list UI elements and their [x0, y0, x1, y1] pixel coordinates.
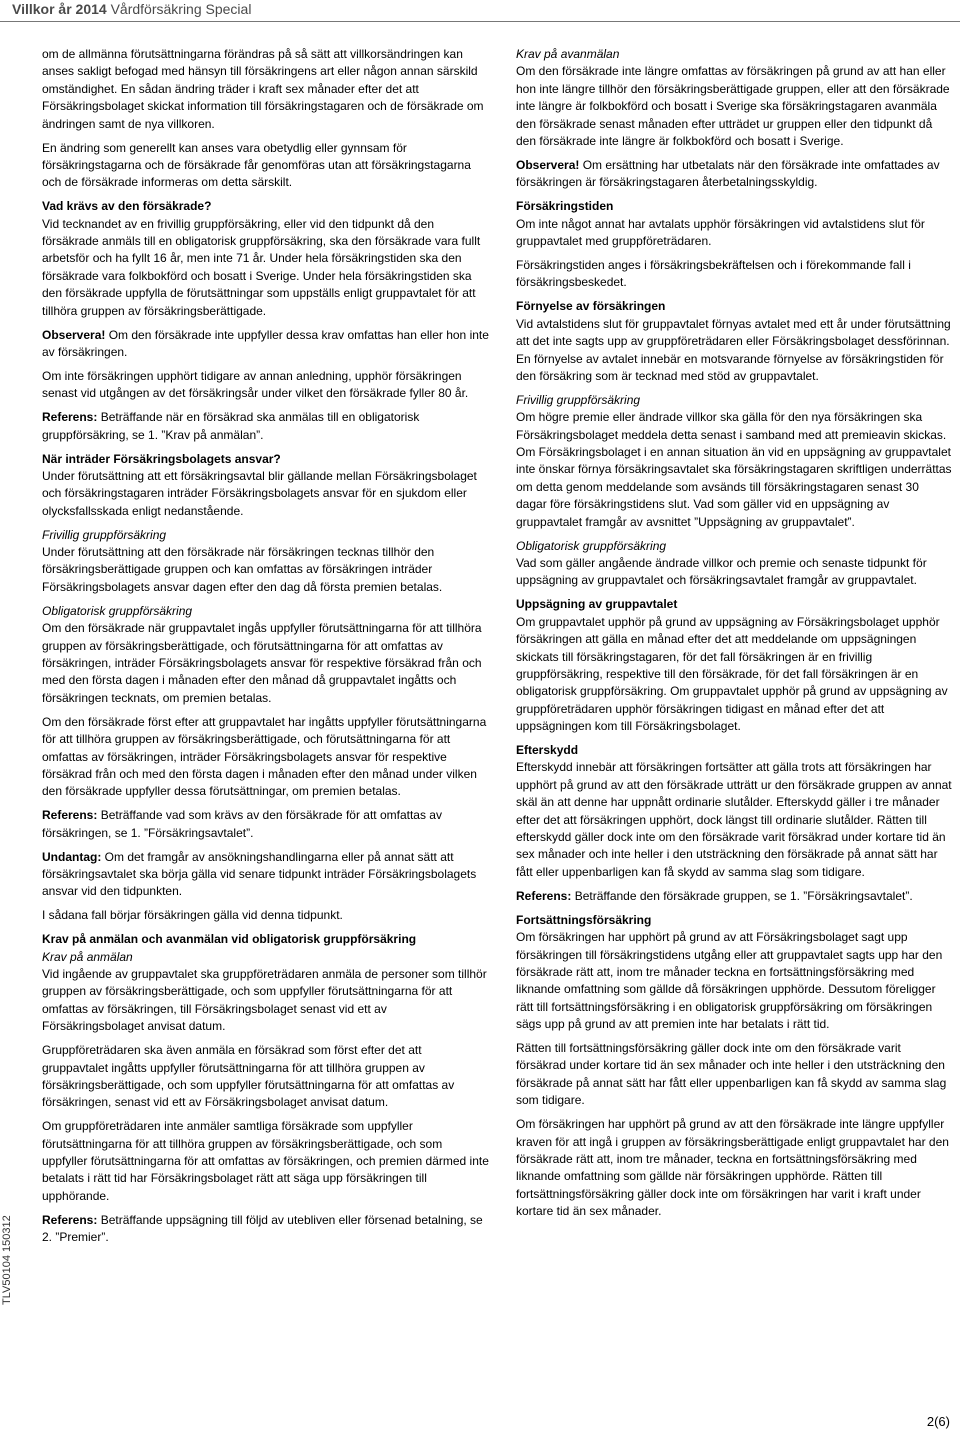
section-heading-krav: Vad krävs av den försäkrade? [42, 199, 212, 214]
section-heading-fornyelse: Förnyelse av försäkringen [516, 299, 666, 314]
reference-text: Beträffande vad som krävs av den försäkrade för att omfattas av försäkringen, se 1. ”Försäkringsavtalet”. [42, 808, 442, 840]
paragraph: Om försäkringen har upphört på grund av att den försäkrade inte längre uppfyller kraven för att ingå i gruppen av försäkringsberättigade enligt gruppavtalet har den försäkrade rätt att, inom tre månader, teckna en fortsättningsförsäkring med liknande omfattning som gällde när försäkringen upphörde. Rätten till fortsättningsförsäkring gäller dock inte om försäkringen har varit i kraft under kortare tid än sex månader. [516, 1117, 949, 1219]
reference-text: Beträffande den försäkrade gruppen, se 1. ”Försäkringsavtalet”. [571, 888, 913, 903]
paragraph: I sådana fall börjar försäkringen gälla vid denna tidpunkt. [42, 908, 343, 923]
left-column [42, 46, 490, 1253]
section-heading-intrader: När inträder Försäkringsbolagets ansvar? [42, 451, 281, 466]
paragraph: Försäkringstiden anges i försäkringsbekräftelsen och i förekommande fall i försäkringsbeskedet. [516, 257, 911, 290]
paragraph: Efterskydd innebär att försäkringen fortsätter att gälla trots att försäkringen har upphört på grund av att den försäkrade utträtt ur den försäkrade gruppen av annat skäl än att denne har uppnått ordinarie slutålder. Efterskydd gäller i tre månader efter det att försäkringen upphört, dock längst till ordinarie slutålder. Rätten till efterskydd gäller dock inte om den försäkrade varit försäkrad under kortare tid än sex månader och inte heller i den utsträckning den försäkrade på annat sätt har fått eller uppenbarligen kan få skydd av samma slag som tidigare. [516, 760, 952, 879]
paragraph: Om gruppföreträdaren inte anmäler samtliga försäkrade som uppfyller förutsättningarna för att tillhöra gruppen av försäkringsberättigade, och som uppfyller förutsättningarna för att omfattas av försäkringen, och premien därmed inte betalats i rätt tid har Försäkringsbolaget rätt att säga upp försäkringen till upphörande. [42, 1119, 489, 1203]
paragraph: Vid tecknandet av en frivillig gruppförsäkring, eller vid den tidpunkt då den försäkrade anmäls till en obligatorisk gruppförsäkring, ska den försäkrade vara fullt arbetsför och ha fyllt 16 år, men inte 71 år. Under hela försäkringstiden ska den försäkrade vara folkbokförd och bosatt i Sverige. Under hela försäkringstiden ska den försäkrade uppfylla de förutsättningar som uppställs enligt gruppavtalet för att tillhöra gruppen av försäkringsberättigade. [42, 216, 481, 318]
reference-paragraph [42, 409, 490, 444]
section-heading-uppsagning: Uppsägning av gruppavtalet [516, 597, 678, 612]
paragraph: Om den försäkrade inte längre omfattas av försäkringen på grund av att han eller hon inte längre tillhör den försäkringsberättigade gruppen, eller att den försäkrade inte längre är folkbokförd och bosatt i Sverige ska försäkringstagaren avanmäla den försäkrade senast månaden efter utträdet ur gruppen eller den tidpunkt då den försäkrade inte längre är folkbokförd och bosatt i Sverige. [516, 64, 950, 149]
paragraph: En ändring som generellt kan anses vara obetydlig eller gynnsam för försäkringstagarna och de försäkrade får genomföras utan att försäkringstagarna och de försäkrade informeras om detta särskilt. [42, 140, 471, 190]
note-paragraph [42, 327, 490, 362]
reference-text: Beträffande uppsägning till följd av utebliven eller försenad betalning, se 2. ”Premier”. [42, 1212, 483, 1245]
subheading-obligatorisk: Obligatorisk gruppförsäkring [516, 538, 667, 553]
paragraph: Om den försäkrade när gruppavtalet ingås uppfyller förutsättningarna för att tillhöra gruppen av försäkringsberättigade, och förutsättningarna för att omfattas av försäkringen, inträder Försäkringsbolagets ansvar för respektive försäkrad från och med den första dagen i månaden efter den månad då gruppavtalet ingåtts och försäkringen tecknats, om premien betalas. [42, 621, 482, 705]
paragraph: Rätten till fortsättningsförsäkring gäller dock inte om den försäkrade varit försäkrad under kortare tid än sex månader och inte heller i den utsträckning den försäkrade på annat sätt har fått eller uppenbarligen kan få skydd av samma slag som tidigare. [516, 1041, 947, 1108]
section-heading-forsakringstiden: Försäkringstiden [516, 199, 614, 214]
section-heading-anmalan: Krav på anmälan och avanmälan vid obligatorisk gruppförsäkring [42, 932, 417, 947]
header-divider [0, 21, 960, 22]
paragraph: Om högre premie eller ändrade villkor ska gälla för den nya försäkringen ska Försäkringsbolaget meddela detta senast i samband med att premieavin skickas. Om Försäkringsbolaget i en annan situation än vid en uppsägning av gruppavtalet inte önskar förnya försäkringsavtalet ska försäkringstagaren skriftligen underrättas om detta genom meddelande som avsänds till försäkringstagaren senast 30 dagar före försäkringstidens slut. Vad som gäller vid en uppsägning av gruppavtalet framgår av avsnittet ”Uppsägning av gruppavtalet”. [516, 410, 952, 529]
document-id-vertical: TLV50104 150312 [1, 1215, 13, 1305]
paragraph: Gruppföreträdaren ska även anmäla en försäkrad som först efter det att gruppavtalet ingåtts uppfyller förutsättningarna för att tillhöra gruppen av försäkringsberättigade, och som uppfyller förutsättningarna för att omfattas av försäkringen, senast vid ett av Försäkringsbolaget anvisat datum. [42, 1043, 455, 1110]
page-header [0, 0, 960, 22]
section-heading-efterskydd: Efterskydd [516, 743, 579, 758]
note-label: Observera! [42, 327, 106, 342]
subheading-obligatorisk: Obligatorisk gruppförsäkring [42, 603, 193, 618]
document-title-bold: Villkor år 2014 [12, 1, 107, 17]
note-label: Observera! [516, 157, 580, 172]
exception-paragraph [42, 849, 490, 901]
exception-text: Om det framgår av ansökningshandlingarna eller på annat sätt att försäkringsavtalet ska börja gälla vid senare tidpunkt inträder Försäkringsbolagets ansvar vid den tidpunkten. [42, 849, 477, 899]
reference-text: Beträffande när en försäkrad ska anmälas till en obligatorisk gruppförsäkring, se 1. ”Krav på anmälan”. [42, 410, 420, 442]
right-column [516, 46, 952, 1227]
paragraph: Vid ingående av gruppavtalet ska gruppföreträdaren anmäla de personer som tillhör gruppen av försäkringsberättigade, och som uppfyller förutsättningarna för att omfattas av försäkringen, till Försäkringsbolaget senast vid ett av Försäkringsbolaget anvisat datum. [42, 967, 487, 1034]
exception-label: Undantag: [42, 849, 102, 864]
reference-paragraph [516, 888, 952, 905]
paragraph: Om inte försäkringen upphört tidigare av annan anledning, upphör försäkringen senast vid utgången av det försäkringsår under vilket den försäkrade fyller 80 år. [42, 368, 469, 401]
subheading-frivillig: Frivillig gruppförsäkring [42, 527, 167, 542]
paragraph: Om den försäkrade först efter att gruppavtalet har ingåtts uppfyller förutsättningarna för att tillhöra gruppen av försäkringsberättigade, och förutsättningarna för att omfattas av försäkringen, inträder Försäkringsbolagets ansvar för respektive försäkrad från och med den första dagen i månaden efter den månad under vilken den försäkrade uppfyller dessa förutsättningar, om premien betalas. [42, 714, 487, 799]
paragraph: Om gruppavtalet upphör på grund av uppsägning av Försäkringsbolaget upphör försäkringen att gälla en månad efter det att meddelande om uppsägningen skickats till försäkringstagaren, för det fall försäkringen är en frivillig gruppförsäkring, respektive till den försäkrade, för det fall försäkringen är en obligatorisk gruppförsäkring. Om gruppavtalet upphör på grund av uppsägning av gruppföreträdaren upphör försäkringen tidigast en månad efter det att uppsägningen kom till Försäkringsbolaget. [516, 614, 948, 734]
subheading-krav-anmalan: Krav på anmälan [42, 949, 133, 964]
paragraph: Vid avtalstidens slut för gruppavtalet förnyas avtalet med ett år under förutsättning att det inte sagts upp av gruppföreträdaren eller Försäkringsbolaget dessförinnan. En förnyelse av avtalet innebär en motsvarande förnyelse av försäkringstiden för den försäkring som är tecknad med stöd av gruppavtalet. [516, 316, 951, 383]
document-title-rest: Vårdförsäkring Special [106, 1, 252, 17]
section-heading-fortsattning: Fortsättningsförsäkring [516, 912, 652, 927]
note-text: Om ersättning har utbetalats när den försäkrade inte omfattades av försäkringen är försäkringstagaren återbetalningsskyldig. [516, 157, 940, 190]
reference-label: Referens: [42, 808, 98, 823]
subheading-frivillig: Frivillig gruppförsäkring [516, 392, 641, 407]
paragraph: Under förutsättning att den försäkrade när försäkringen tecknas tillhör den försäkringsberättigade gruppen och kan omfattas av försäkringen inträder Försäkringsbolagets ansvar dagen efter den dag då första premien betalas. [42, 545, 443, 594]
reference-label: Referens: [42, 410, 98, 425]
page-number: 2(6) [926, 1414, 950, 1429]
reference-label: Referens: [42, 1212, 98, 1227]
reference-paragraph [42, 1212, 490, 1247]
paragraph: Om inte något annat har avtalats upphör försäkringen vid avtalstidens slut för gruppavtalet med gruppföreträdaren. [516, 216, 925, 249]
document-title [12, 0, 251, 18]
reference-paragraph [42, 807, 490, 842]
subheading-avanmalan: Krav på avanmälan [516, 47, 620, 61]
paragraph: Om försäkringen har upphört på grund av att Försäkringsbolaget sagt upp försäkringen till försäkringstidens utgång eller att gruppavtalet sagts upp har den försäkrade rätt att, inom tre månader teckna en fortsättningsförsäkring med liknande omfattning som gällde då försäkringen upphörde. Dessutom föreligger rätt till fortsättningsförsäkring i en obligatorisk gruppförsäkring om försäkringen sägs upp på grund av att premien inte har betalats i rätt tid. [516, 930, 943, 1032]
paragraph: Under förutsättning att ett försäkringsavtal blir gällande mellan Försäkringsbolaget och försäkringstagaren inträder Försäkringsbolagets ansvar för en sjukdom eller olycksfallsskada enligt nedanstående. [42, 468, 477, 518]
paragraph: Vad som gäller angående ändrade villkor och premie och senaste tidpunkt för uppsägning av gruppavtalet och försäkringsavtalet framgår av gruppavtalet. [516, 555, 927, 588]
note-text: Om den försäkrade inte uppfyller dessa krav omfattas han eller hon inte av försäkringen. [42, 327, 489, 359]
reference-label: Referens: [516, 888, 572, 903]
note-paragraph [516, 157, 952, 192]
paragraph: om de allmänna förutsättningarna förändras på så sätt att villkorsändringen kan anses sakligt befogad med hänsyn till försäkringens art eller någon annan särskild omständighet. En sådan ändring träder i kraft sex månader efter det att Försäkringsbolaget skickat information till försäkringstagaren och de försäkrade om ändringen samt de nya villkoren. [42, 47, 484, 131]
